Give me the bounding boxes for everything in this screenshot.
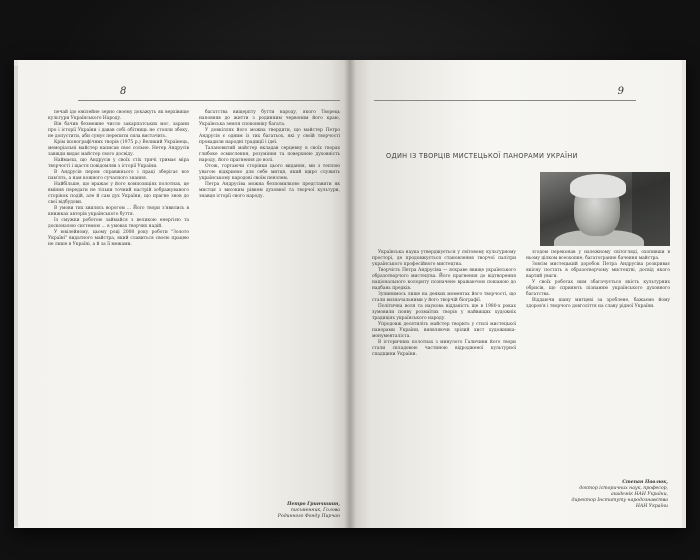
right-header-rule: [374, 100, 636, 101]
left-page-columns: [48, 110, 340, 248]
right-page: [350, 60, 682, 528]
paragraph: У довкіллях його можна твердити, що майстер Петро Андрусів є одним із тих багатьох, які у своїй творчості провадили народні традиції і ідеї.: [199, 128, 340, 145]
paragraph: печай ідо ювілейне зерно своєму докажуть як верхівище культури Українського Народу.: [48, 110, 189, 121]
signature-name: Степан Павлюк,: [622, 480, 668, 485]
paragraph: згодом переконав у належному світогляді, охопивши в ньому цілком всеохопне, багатогранне бачення майстра.: [526, 250, 670, 261]
paragraph: Крім іконографічних творів (1975 р.) Великий Українець, меморіальні майстер написав своє сольне. Нетер Андрусів завжди видає майстер свого досвіду.: [48, 140, 189, 157]
author-portrait-photo: [540, 172, 670, 246]
left-header-rule: [78, 100, 340, 101]
paragraph: Зупинимось лише на деяких моментах його творчості, що стали визначальними у його творчій біографії.: [372, 292, 516, 303]
left-signature: [228, 502, 340, 520]
paragraph: Петра Андрусіва можна безпомилково представити як мистця з високим рівнем духовної та творчої культури, знавця історії свого народу.: [199, 182, 340, 199]
signature-role: директор Інституту народознавства: [571, 498, 668, 503]
paragraph: У своїх роботах ним збагачується якість культурних обрисів, що сприяють пізнанню українського духовного багатства.: [526, 280, 670, 297]
paragraph: Наймаєш, що Андрусів у своїх стіх тричі тримає міра творчості і щастя повідомляв з історії України.: [48, 158, 189, 169]
paragraph: Українська наука утверджується у світовому культурному просторі, де продовжується становлення творчої палітри українського професійного мистецтва.: [372, 250, 516, 267]
article-heading: ОДИН ІЗ ТВОРЦІВ МИСТЕЦЬКОЇ ПАНОРАМИ УКРАЇНИ: [386, 152, 578, 160]
paragraph: У ювілейному, цьому році 2008 року роботи "Золото Україні" видатного майстра, який славиться своєю працею не лише в Україні, а й за її межами.: [48, 230, 189, 247]
paragraph: Зовсім мистецький доробок Петра Андрусіва розкриває якісну постать в образотворчому мистецтві, досвід якого вартий уваги.: [526, 262, 670, 279]
left-page: [18, 60, 350, 528]
signature-role: письменник, Голова: [290, 508, 340, 513]
paragraph: В Андрусів пером справжнього і праці зберігає все пам'ять, а нам кожного сучасного знання.: [48, 170, 189, 181]
right-signature: [556, 480, 668, 510]
left-column-1: [48, 110, 189, 248]
signature-role: НАН України: [635, 504, 668, 509]
signature-name: Петро Гринчишин,: [287, 502, 340, 507]
left-page-number: 8: [120, 86, 127, 97]
paragraph: В умови тих хвилясь ворогом ... Його твори з'явились в книжках авторів українського буття.: [48, 206, 189, 217]
signature-role: доктор історичних наук, професор,: [579, 486, 668, 491]
paragraph: Упродовж десятиліть майстер творить у стилі мистецької панорами України, виявляючи зрілий хист художника-монументаліста.: [372, 322, 516, 339]
paragraph: Із смужки роботою займайся з великою енергією та досконалою системою ... в умовах творчих надій.: [48, 218, 189, 229]
left-column-2: [199, 110, 340, 248]
signature-role: Родинного Фонду Пирчан: [277, 514, 340, 519]
paragraph: Творчість Петра Андрусіва — яскраве явище українського образотворчого мистецтва. Його прагнення до відтворення національного колориту позначене вражаючою пошаною до надбань предків.: [372, 268, 516, 291]
paragraph: Політична воля та наукова відданість ще в 1980-х роках зумовили появу розмаїтих творів у найвищих художніх традиціях українського народу.: [372, 304, 516, 321]
paragraph: Отож, гортаючи сторінки цього видання, ми з теплою увагою відкриємо для себе митця, який щиро служить українському народові своїм пензлем.: [199, 164, 340, 181]
paragraph: Він бачив безмежне число закарпатських мог, зарани про і історії України і давав собі обітниць не стояли збоку, не допустити, аби сумує перепити сила вистачить.: [48, 122, 189, 139]
open-book: [14, 60, 686, 528]
paragraph: В історичних полотнах з минулого Галичини його твори стали складовою частиною відродженої культурної спадщини України.: [372, 340, 516, 357]
right-page-number: 9: [617, 86, 624, 97]
paragraph: Найбільше, що вражає у його композиціях полотнах, це вміння передати не тільки точний настрій зображуваного сторінок подій, але й сам дух України, що прагне знов до свої відбудови.: [48, 182, 189, 205]
signature-role: академік НАН України,: [611, 492, 668, 497]
right-column-2: [526, 250, 670, 358]
right-column-1: [372, 250, 516, 358]
right-page-columns: [372, 250, 670, 358]
photo-hair: [570, 174, 626, 198]
paragraph: Віддаючи шану митцеві за зроблене, бажаємо йому здоров'я і творчого довголіття на славу рідної України.: [526, 298, 670, 309]
paragraph: багатства вищерпту бутти народу, якого Творець наповняв до житти з родинним червоним його краю, Українська земля споконвіку багата.: [199, 110, 340, 127]
book-spine-shadow: [344, 60, 356, 528]
paragraph: Талановитий майстер вкладав серцевну в своїх творах глибоке осмислення, розуміння та поверхнею духовність народу, його прагнення до волі.: [199, 146, 340, 163]
